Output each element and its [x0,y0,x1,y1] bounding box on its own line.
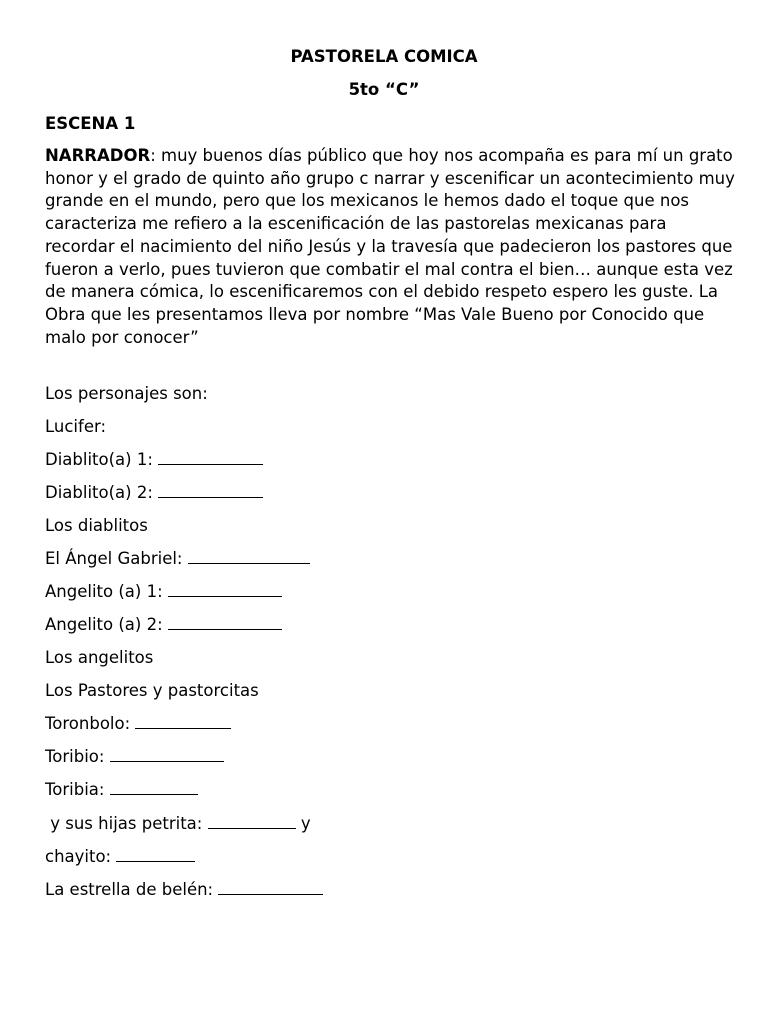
name-blank [168,615,282,630]
character-label: Angelito (a) 1: [45,582,168,601]
character-line [45,814,311,833]
character-line [45,681,259,700]
name-blank [158,483,263,498]
name-blank [208,814,296,829]
character-line [45,450,263,469]
character-line [45,780,198,799]
character-line [45,847,195,866]
character-line [45,417,106,436]
character-label: y sus hijas petrita: [45,814,208,833]
character-line [45,880,323,899]
document-subtitle: 5to “C” [348,80,420,99]
name-blank [135,714,231,729]
character-label: Los angelitos [45,648,154,667]
character-label: El Ángel Gabriel: [45,549,188,568]
name-blank [110,747,224,762]
character-label: Lucifer: [45,417,107,436]
character-label: Toribio: [45,747,110,766]
character-line [45,615,282,634]
name-blank [168,582,282,597]
character-label: Diablito(a) 2: [45,483,159,502]
name-blank [110,780,198,795]
characters-heading: Los personajes son: [45,384,208,403]
narrator-text: : muy buenos días público que hoy nos acompaña es para mí un grato honor y el grado de quinto año grupo c narrar y escenificar un acontecimiento muy grande en el mundo, pero que los mexicanos le hemos dado el toque que nos caracteriza me refiero a la escenificación de las pastorelas mexicanas para recordar el nacimiento del niño Jesús y la travesía que padecieron los pastores que fueron a verlo, pues tuvieron que combatir el mal contra el bien… aunque esta vez de manera cómica, lo escenificaremos con el debido respeto espero les guste. La Obra que les presentamos lleva por nombre “Mas Vale Bueno por Conocido que malo por conocer” [45,146,735,347]
character-label: Angelito (a) 2: [45,615,168,634]
name-blank [158,450,263,465]
character-line [45,549,310,568]
name-blank [188,549,310,564]
character-label: La estrella de belén: [45,880,219,899]
scene-heading: ESCENA 1 [45,114,136,133]
character-label: Toribia: [45,780,110,799]
character-suffix: y [295,814,311,833]
character-line [45,714,231,733]
character-label: Los diablitos [45,516,148,535]
character-line [45,747,224,766]
character-line [45,483,263,502]
narrator-label: NARRADOR [45,146,151,165]
character-label: chayito: [45,847,117,866]
name-blank [116,847,195,862]
document-title: PASTORELA COMICA [290,47,478,66]
character-label: Los Pastores y pastorcitas [45,681,259,700]
name-blank [218,880,323,895]
character-line [45,582,282,601]
character-line [45,516,148,535]
character-label: Diablito(a) 1: [45,450,159,469]
character-label: Toronbolo: [45,714,136,733]
narrator-paragraph [45,145,735,349]
character-line [45,648,153,667]
